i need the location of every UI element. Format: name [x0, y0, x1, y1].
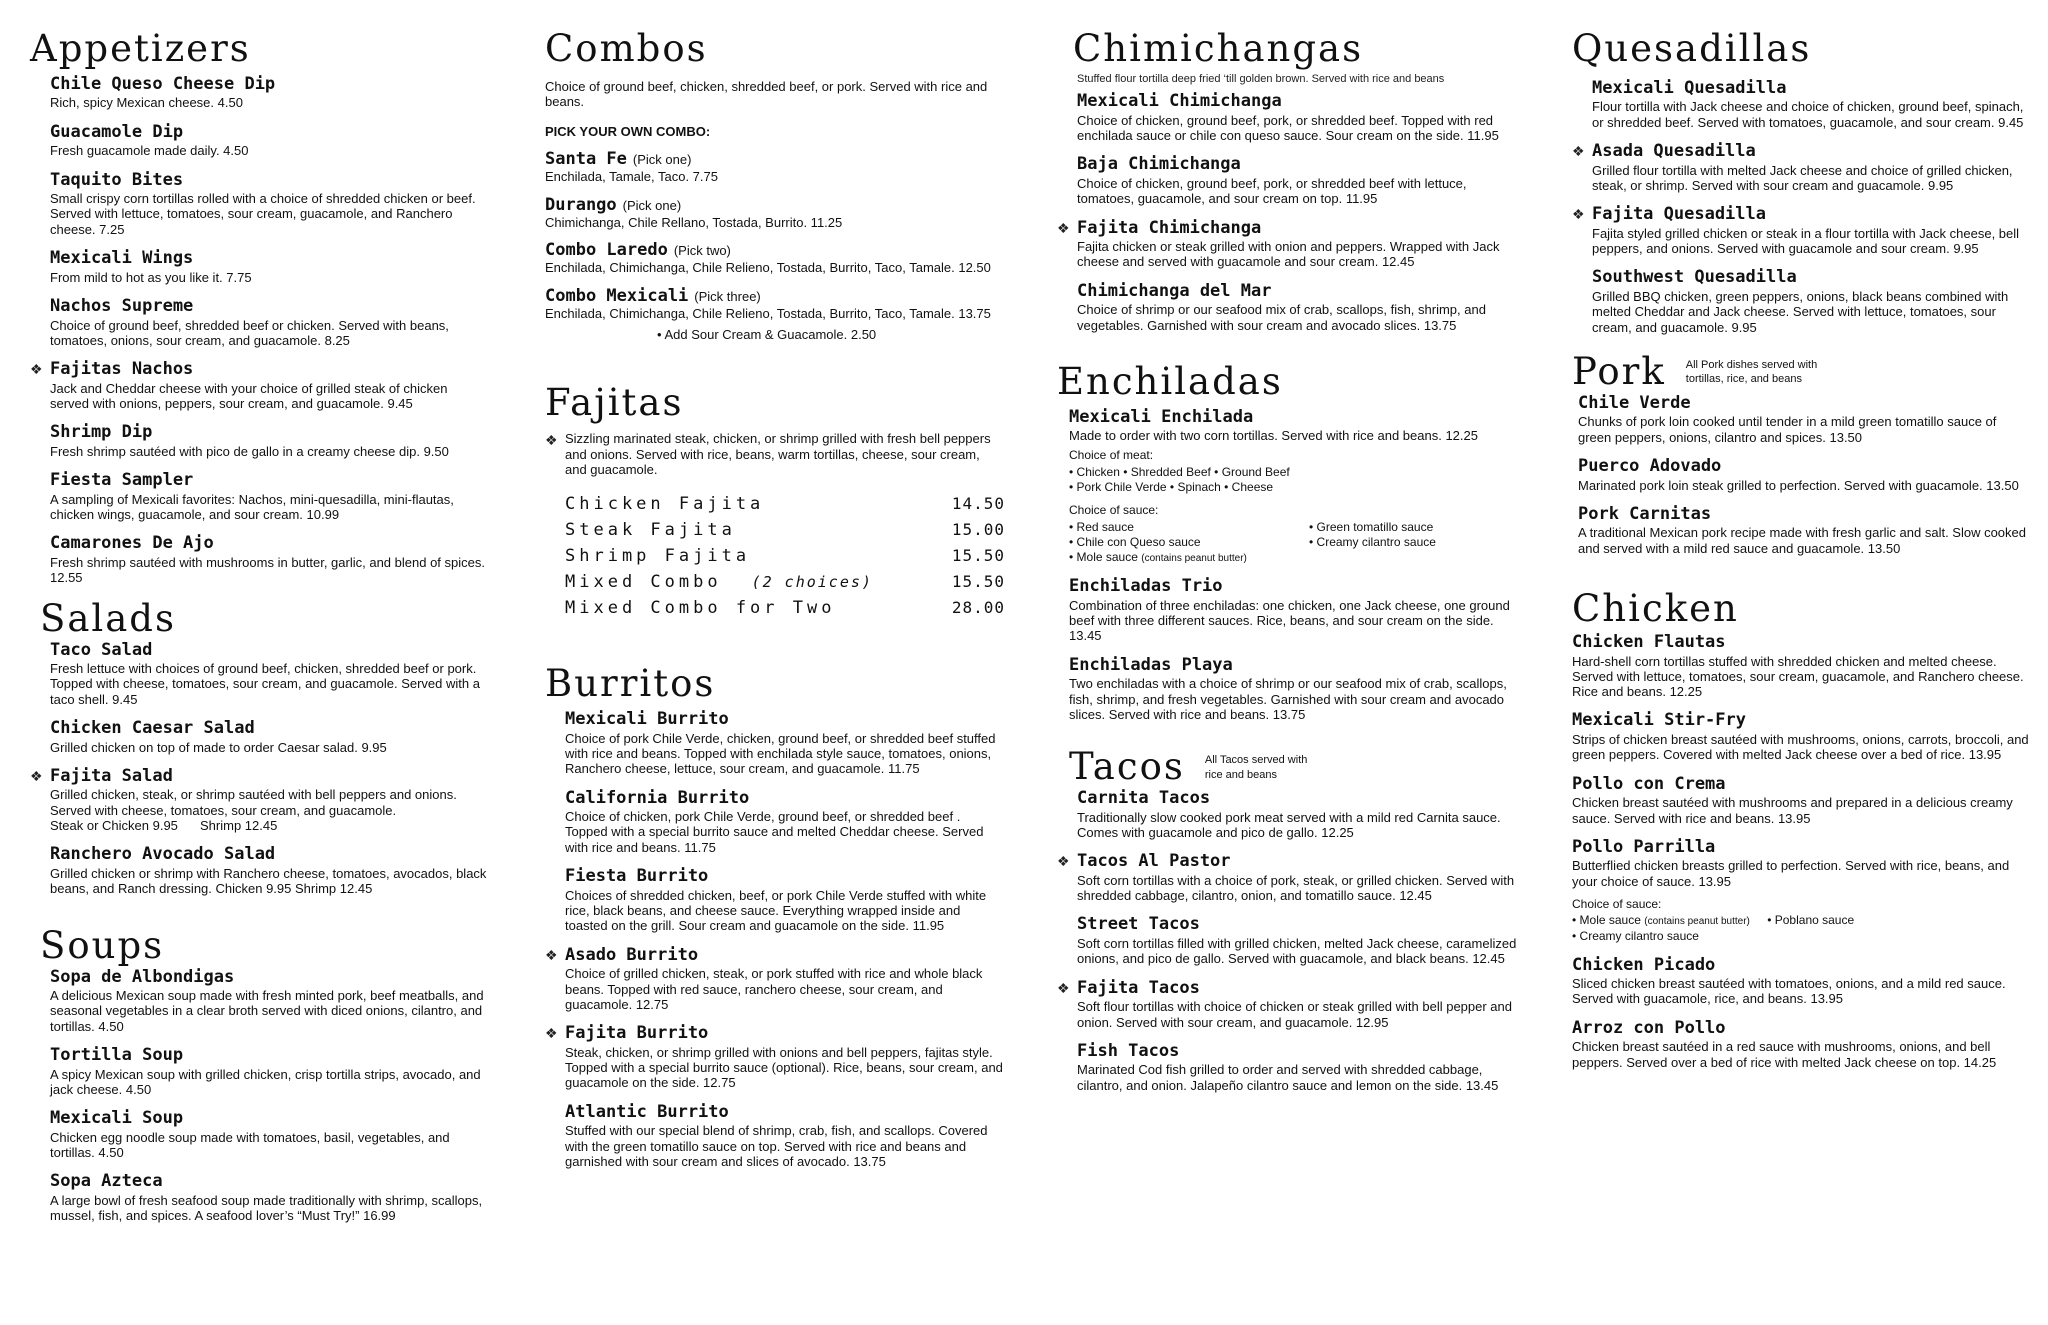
menu-item [1057, 979, 1517, 1030]
item-name: Fajita Burrito [565, 1023, 709, 1044]
item-name: Fajita Tacos [1077, 977, 1200, 998]
menu-item [30, 171, 490, 238]
menu-item [30, 719, 490, 755]
menu-item [1057, 915, 1517, 966]
item-desc: Strips of chicken breast sautéed with mushrooms, onions, carrots, broccoli, and green peppers. Covered with melted Jack cheese over a bed of rice. 13.95 [1572, 732, 2029, 763]
combo-item [545, 195, 1005, 231]
item-name: Fajita Chimichanga [1077, 217, 1262, 238]
item-name: Enchiladas Trio [1069, 576, 1223, 597]
item-name: Atlantic Burrito [565, 1101, 729, 1122]
item-name: Pollo Parrilla [1572, 836, 1716, 857]
item-name: Combo Laredo [545, 240, 668, 261]
menu-column-3 [1057, 27, 1517, 1093]
section-title: Enchiladas [1057, 359, 1283, 403]
item-desc: Enchilada, Chimichanga, Chile Relieno, Tostada, Burrito, Taco, Tamale. 12.50 [545, 260, 991, 276]
sauce-options [1069, 520, 1517, 566]
fajitas-section [545, 381, 1005, 621]
item-desc: Choice of shrimp or our seafood mix of crab, scallops, fish, shrimp, and vegetables. Garnished with sour cream and avocado slices. 13.75 [1077, 302, 1486, 333]
item-name: Mexicali Quesadilla [1592, 77, 1787, 98]
menu-item [1057, 282, 1517, 333]
item-desc: Choice of chicken, ground beef, pork, or shredded beef. Topped with red enchilada sauce or chile con queso sauce. Sour cream on the side. 11.95 [1077, 112, 1499, 144]
item-prices [50, 818, 490, 833]
menu-item [30, 360, 490, 411]
item-desc: Sizzling marinated steak, chicken, or shrimp grilled with fresh bell peppers and onions. Served with rice, beans, warm tortillas, cheese, sour cream, and guacamole. [565, 431, 991, 477]
item-name: Santa Fe [545, 149, 627, 170]
fajita-row [565, 543, 1005, 569]
item-desc: Grilled chicken or shrimp with Ranchero cheese, tomatoes, avocados, black beans, and Ranch dressing. Chicken 9.95 Shrimp 12.45 [50, 866, 487, 897]
menu-item [1572, 268, 2032, 335]
section-title: Salads [40, 596, 176, 640]
sauce-option: • Creamy cilantro sauce [1309, 534, 1436, 549]
menu-column-1 [30, 27, 490, 1224]
item-desc: Traditionally slow cooked pork meat served with a mild red Carnita sauce. Comes with guacamole and pico de gallo. 12.25 [1077, 809, 1501, 840]
item-name: Shrimp Dip [50, 422, 153, 443]
sauce-choice-label: Choice of sauce: [1069, 502, 1159, 517]
fajita-price: 15.00 [951, 520, 1005, 540]
item-desc: Chicken egg noodle soup made with tomatoes, basil, vegetables, and tortillas. 4.50 [50, 1129, 450, 1161]
menu-item [1057, 789, 1517, 840]
price-option: Steak or Chicken 9.95 [50, 818, 178, 834]
section-title: Chimichangas [1073, 27, 1364, 70]
item-name: Ranchero Avocado Salad [50, 844, 276, 865]
item-name: Mexicali Stir-Fry [1572, 710, 1746, 731]
item-desc: Chunks of pork loin cooked until tender in a mild green tomatillo sauce of green peppers, onions, cilantro and spices. 13.50 [1578, 414, 1997, 445]
menu-item [30, 534, 490, 585]
combo-pick: (Pick one) [632, 152, 692, 168]
item-desc: A traditional Mexican pork recipe made with fresh garlic and salt. Slow cooked and served with a mild red sauce and guacamole. 13.50 [1578, 525, 2026, 556]
item-desc: Soft flour tortillas with choice of chicken or steak grilled with bell pepper and onion. Served with sour cream, and guacamole. 12.95 [1077, 999, 1512, 1030]
combos-pick-label: PICK YOUR OWN COMBO: [545, 124, 711, 140]
specialty-diamond-icon: ❖ [1057, 219, 1070, 236]
item-name: Street Tacos [1077, 914, 1200, 935]
menu-item [1057, 577, 1517, 644]
menu-item [1572, 142, 2032, 193]
item-name: Baja Chimichanga [1077, 154, 1241, 175]
menu-item [30, 123, 490, 159]
item-name: Mexicali Chimichanga [1077, 91, 1282, 112]
combo-item [545, 286, 1005, 322]
menu-item [545, 867, 1005, 934]
fajita-price-list [565, 491, 1005, 621]
item-name: Pork Carnitas [1578, 503, 1712, 524]
pork-section [1572, 349, 2032, 556]
fajita-row [565, 517, 1005, 543]
meat-options-line: • Chicken • Shredded Beef • Ground Beef [1069, 464, 1290, 479]
fajita-price: 14.50 [951, 494, 1005, 514]
menu-item [545, 946, 1005, 1013]
fajita-row [565, 595, 1005, 621]
sauce-option: • Creamy cilantro sauce [1572, 928, 1699, 943]
item-desc: Rich, spicy Mexican cheese. 4.50 [50, 95, 243, 111]
item-desc: A delicious Mexican soup made with fresh minted pork, beef meatballs, and seasonal vegetables in a clear broth served with diced onions, cilantro, and tortillas. 4.50 [50, 988, 484, 1034]
item-desc: Flour tortilla with Jack cheese and choice of chicken, ground beef, spinach, or shredded beef. Served with tomatoes, guacamole, and sour cream. 9.45 [1592, 99, 2024, 130]
item-name: Fish Tacos [1077, 1040, 1180, 1061]
item-desc: A large bowl of fresh seafood soup made traditionally with shrimp, scallops, mussel, fish, and spices. A seafood lover’s “Must Try!” 16.99 [50, 1193, 483, 1224]
fajita-price: 28.00 [951, 598, 1005, 618]
item-desc: A sampling of Mexicali favorites: Nachos, mini-quesadilla, mini-flautas, chicken wings, guacamole, and sour cream. 10.99 [50, 491, 454, 523]
item-name: Mexicali Wings [50, 248, 194, 269]
fajita-name: Shrimp Fajita [565, 546, 751, 567]
menu-item [30, 249, 490, 285]
menu-item [1572, 633, 2032, 700]
combo-pick: (Pick one) [622, 197, 682, 213]
menu-item [1572, 505, 2032, 556]
item-desc: Jack and Cheddar cheese with your choice of grilled steak of chicken served with onions, peppers, sour cream, and guacamole. 9.45 [50, 380, 448, 412]
menu-item [1572, 394, 2032, 445]
chicken-section [1572, 587, 2032, 1070]
specialty-diamond-icon: ❖ [1572, 206, 1585, 223]
menu-item [545, 710, 1005, 777]
item-desc: Fresh shrimp sautéed with mushrooms in butter, garlic, and blend of spices. 12.55 [50, 555, 485, 586]
menu-item [1057, 219, 1517, 270]
item-desc: Choice of pork Chile Verde, chicken, ground beef, or shredded beef stuffed with rice and beans. Topped with enchilada style sauce, tomatoes, onions, Ranchero cheese, lettuce, sour cream, and guacamole. 11.75 [565, 730, 996, 777]
item-desc: Fresh guacamole made daily. 4.50 [50, 143, 249, 159]
menu-column-2 [545, 27, 1005, 1169]
menu-item [1572, 1019, 2032, 1070]
item-desc: Grilled chicken, steak, or shrimp sautéed with bell peppers and onions. Served with cheese, tomatoes, sour cream, and guacamole. [50, 787, 457, 818]
item-desc: Fajita chicken or steak grilled with onion and peppers. Wrapped with Jack cheese and served with guacamole and sour cream. 12.45 [1077, 239, 1500, 270]
menu-item [1572, 956, 2032, 1007]
menu-item [30, 1109, 490, 1160]
combos-intro: Choice of ground beef, chicken, shredded beef, or pork. Served with rice and beans. [545, 78, 988, 110]
item-desc: Chimichanga, Chile Rellano, Tostada, Burrito. 11.25 [545, 214, 843, 230]
section-note: All Tacos served with rice and beans [1204, 753, 1308, 781]
item-desc: Choices of shredded chicken, beef, or pork Chile Verde stuffed with white rice, black beans, and cheese sauce. Everything wrapped inside and toasted on the grill. Sour cream and guacamole on the side. 11.95 [565, 887, 987, 934]
sauce-option: • Green tomatillo sauce [1309, 519, 1434, 534]
menu-item [1572, 457, 2032, 493]
menu-item [1572, 79, 2032, 130]
item-desc: Fresh lettuce with choices of ground beef, chicken, shredded beef or pork. Topped with cheese, tomatoes, sour cream, and guacamole. Served with a taco shell. 9.45 [50, 661, 480, 707]
item-desc: From mild to hot as you like it. 7.75 [50, 269, 252, 285]
menu-item [1572, 838, 2032, 944]
item-name: Enchiladas Playa [1069, 654, 1233, 675]
section-subtitle: Stuffed flour tortilla deep fried ‘till golden brown. Served with rice and beans [1077, 72, 1445, 85]
combo-addon: • Add Sour Cream & Guacamole. 2.50 [657, 327, 877, 343]
specialty-diamond-icon: ❖ [545, 432, 558, 449]
combos-section [545, 27, 1005, 343]
meat-choice-label: Choice of meat: [1069, 447, 1154, 462]
item-name: Fiesta Sampler [50, 470, 194, 491]
section-title: Chicken [1572, 587, 1739, 631]
item-name: Sopa de Albondigas [50, 966, 235, 987]
item-name: Mexicali Burrito [565, 709, 729, 730]
section-title: Tacos [1069, 745, 1185, 789]
price-option: Shrimp 12.45 [200, 818, 278, 834]
section-title: Appetizers [30, 27, 251, 70]
menu-item [1057, 155, 1517, 206]
section-title: Quesadillas [1572, 27, 1812, 70]
item-desc: Soft corn tortillas with a choice of pork, steak, or grilled chicken. Served with shredded cabbage, cilantro, onion, and tomatillo sauce. 12.45 [1077, 872, 1515, 904]
burritos-section [545, 662, 1005, 1169]
specialty-diamond-icon: ❖ [1057, 979, 1070, 996]
specialty-diamond-icon: ❖ [30, 767, 43, 784]
chimichangas-section [1057, 27, 1517, 333]
item-desc: Two enchiladas with a choice of shrimp or our seafood mix of crab, scallops, fish, shrimp, and fresh vegetables. Garnished with sour cream and avocado slices. Served with rice and beans. 13.75 [1069, 676, 1507, 722]
section-title: Pork [1572, 349, 1666, 393]
item-desc: Steak, chicken, or shrimp grilled with onions and bell peppers, fajitas style. Topped with a special burrito sauce (optional). Rice, beans, sour cream, and guacamole on the side. 12.75 [565, 1044, 1003, 1091]
item-name: Combo Mexicali [545, 285, 689, 306]
fajita-name: Chicken Fajita [565, 494, 765, 515]
item-desc: Small crispy corn tortillas rolled with a choice of shredded chicken or beef. Served with lettuce, tomatoes, sour cream, guacamole, and Ranchero cheese. 7.25 [50, 191, 476, 237]
item-desc: A spicy Mexican soup with grilled chicken, crisp tortilla strips, avocado, and jack cheese. 4.50 [50, 1066, 481, 1097]
item-desc: Chicken breast sautéed with mushrooms and prepared in a delicious creamy sauce. Served with rice and beans. 13.95 [1572, 795, 2013, 826]
sauce-option: • Red sauce [1069, 519, 1134, 534]
item-name: Chile Verde [1578, 392, 1691, 413]
fajitas-intro [545, 431, 1005, 477]
menu-item [30, 845, 490, 896]
menu-item [30, 641, 490, 708]
soups-section [30, 923, 490, 1224]
menu-item [30, 423, 490, 459]
item-name: Arroz con Pollo [1572, 1017, 1726, 1038]
item-desc: Fresh shrimp sautéed with pico de gallo in a creamy cheese dip. 9.50 [50, 443, 449, 459]
item-desc: Chicken breast sautéed in a red sauce with mushrooms, onions, and bell peppers. Served over a bed of rice with melted Jack cheese on top. 14.25 [1572, 1039, 1997, 1070]
item-desc: Grilled BBQ chicken, green peppers, onions, black beans combined with melted Cheddar and Jack cheese. Served with lettuce, tomatoes, sour cream, and guacamole. 9.95 [1592, 289, 2009, 335]
item-desc: Enchilada, Tamale, Taco. 7.75 [545, 169, 718, 185]
quesadillas-section [1572, 27, 2032, 335]
item-name: Fajita Quesadilla [1592, 204, 1766, 225]
item-desc: Marinated pork loin steak grilled to perfection. Served with guacamole. 13.50 [1578, 477, 2019, 493]
tacos-title-row [1057, 745, 1517, 789]
item-desc: Grilled flour tortilla with melted Jack cheese and choice of grilled chicken, steak, or shrimp. Served with sour cream and guacamole. 9.95 [1592, 162, 2013, 193]
item-name: Fiesta Burrito [565, 866, 709, 887]
menu-item [30, 1046, 490, 1097]
menu-item [1572, 775, 2032, 826]
item-desc: Choice of ground beef, shredded beef or chicken. Served with beans, tomatoes, onions, sour cream, and guacamole. 8.25 [50, 317, 449, 348]
section-title: Fajitas [545, 381, 684, 425]
menu-item [30, 767, 490, 834]
item-name: Guacamole Dip [50, 121, 184, 142]
item-desc: Choice of chicken, ground beef, pork, or shredded beef with lettuce, tomatoes, guacamole, and sour cream on top. 11.95 [1077, 175, 1467, 207]
item-name: Tacos Al Pastor [1077, 851, 1231, 872]
item-name: Camarones De Ajo [50, 533, 214, 554]
fajita-name: Mixed Combo for Two [565, 598, 836, 619]
meat-options-line: • Pork Chile Verde • Spinach • Cheese [1069, 479, 1274, 494]
menu-item [30, 1172, 490, 1223]
menu-item [1057, 408, 1517, 565]
item-desc: Butterflied chicken breasts grilled to perfection. Served with rice, beans, and your choice of sauce. 13.95 [1572, 858, 2010, 889]
item-desc: Fajita styled grilled chicken or steak in a flour tortilla with Jack cheese, bell peppers, and onions. Served with guacamole and sour cream. 9.95 [1592, 225, 2020, 257]
menu-item [30, 471, 490, 522]
section-title: Burritos [545, 662, 716, 706]
fajita-price: 15.50 [951, 572, 1005, 592]
specialty-diamond-icon: ❖ [1572, 143, 1585, 160]
item-name: Taco Salad [50, 639, 153, 660]
item-desc: Stuffed with our special blend of shrimp, crab, fish, and scallops. Covered with the green tomatillo sauce on top. Served with rice and beans and garnished with sour cream and slices of avocado. 13.75 [565, 1123, 988, 1169]
item-desc: Sliced chicken breast sautéed with tomatoes, onions, and a mild red sauce. Served with guacamole, rice, and beans. 13.95 [1572, 976, 2006, 1007]
item-name: Tortilla Soup [50, 1045, 184, 1066]
menu-item [545, 1024, 1005, 1091]
salads-section [30, 596, 490, 897]
item-name: Durango [545, 194, 617, 215]
item-name: Pollo con Crema [1572, 773, 1726, 794]
sauce-choice-label: Choice of sauce: [1572, 897, 1662, 912]
menu-item [545, 789, 1005, 856]
combo-item [545, 149, 1005, 185]
appetizers-section [30, 27, 490, 586]
specialty-diamond-icon: ❖ [1057, 853, 1070, 870]
fajita-row [565, 491, 1005, 517]
menu-item [1057, 656, 1517, 723]
specialty-diamond-icon: ❖ [545, 946, 558, 963]
enchiladas-section [1057, 359, 1517, 722]
menu-item [30, 297, 490, 348]
item-name: Fajitas Nachos [50, 359, 194, 380]
menu-item [30, 968, 490, 1035]
item-name: Taquito Bites [50, 169, 184, 190]
item-desc: Soft corn tortillas filled with grilled chicken, melted Jack cheese, caramelized onions, and pico de gallo. Served with guacamole, and black beans. 12.45 [1077, 936, 1517, 967]
menu-item [30, 75, 490, 111]
combo-pick: (Pick two) [673, 243, 731, 259]
item-name: Puerco Adovado [1578, 456, 1722, 477]
specialty-diamond-icon: ❖ [545, 1025, 558, 1042]
item-desc: Made to order with two corn tortillas. Served with rice and beans. 12.25 [1069, 428, 1478, 444]
tacos-section [1057, 745, 1517, 1093]
item-desc: Choice of chicken, pork Chile Verde, ground beef, or shredded beef . Topped with a special burrito sauce and melted Cheddar cheese. Served with rice and beans. 11.75 [565, 809, 984, 855]
menu-item [1057, 852, 1517, 903]
item-desc: Grilled chicken on top of made to order Caesar salad. 9.95 [50, 739, 387, 755]
menu-item [1572, 205, 2032, 256]
sauce-options-line: • Mole sauce (contains peanut butter) • Poblano sauce [1572, 913, 1855, 928]
item-name: Chile Queso Cheese Dip [50, 73, 276, 94]
item-name: Fajita Salad [50, 765, 173, 786]
menu-column-4 [1572, 27, 2032, 1070]
item-desc: Hard-shell corn tortillas stuffed with shredded chicken and melted cheese. Served with lettuce, tomatoes, sour cream, guacamole, and Ranchero cheese. Rice and beans. 12.25 [1572, 653, 2024, 700]
pork-title-row [1572, 349, 2032, 393]
item-name: Sopa Azteca [50, 1171, 163, 1192]
item-name: Chicken Flautas [1572, 631, 1726, 652]
section-note: All Pork dishes served with tortillas, rice, and beans [1685, 358, 1818, 386]
menu-item [1572, 711, 2032, 762]
item-desc: Choice of grilled chicken, steak, or pork stuffed with rice and whole black beans. Topped with red sauce, ranchero cheese, sour cream, and guacamole. 12.75 [565, 966, 983, 1012]
item-desc: Enchilada, Chimichanga, Chile Relieno, Tostada, Burrito, Taco, Tamale. 13.75 [545, 305, 991, 321]
item-desc: Combination of three enchiladas: one chicken, one Jack cheese, one ground beef with three different sauces. Rice, beans, and sour cream on the side. 13.45 [1069, 597, 1510, 644]
combo-pick: (Pick three) [694, 288, 761, 304]
fajita-row [565, 569, 1005, 595]
item-desc: Marinated Cod fish grilled to order and served with shredded cabbage, cilantro, and onion. Jalapeño cilantro sauce and lemon on the side. 13.45 [1077, 1062, 1499, 1093]
section-title: Soups [40, 923, 165, 967]
sauce-option: • Chile con Queso sauce [1069, 534, 1201, 549]
item-name: Southwest Quesadilla [1592, 267, 1797, 288]
item-name: Chicken Caesar Salad [50, 718, 255, 739]
section-title: Combos [545, 27, 708, 70]
fajita-price: 15.50 [951, 546, 1005, 566]
item-name: Carnita Tacos [1077, 788, 1211, 809]
fajita-name: Mixed Combo (2 choices) [565, 572, 873, 593]
item-name: Asada Quesadilla [1592, 141, 1756, 162]
item-name: Nachos Supreme [50, 296, 194, 316]
fajita-name: Steak Fajita [565, 520, 736, 541]
combo-item [545, 240, 1005, 276]
item-name: Mexicali Enchilada [1069, 406, 1254, 427]
item-name: Asado Burrito [565, 944, 699, 965]
specialty-diamond-icon: ❖ [30, 361, 43, 378]
item-name: Mexicali Soup [50, 1108, 184, 1129]
menu-item [1057, 1042, 1517, 1093]
sauce-option: • Mole sauce (contains peanut butter) [1069, 549, 1247, 564]
item-name: Chicken Picado [1572, 954, 1716, 975]
item-name: Chimichanga del Mar [1077, 280, 1272, 301]
menu-item [545, 1103, 1005, 1170]
menu-item [1057, 92, 1517, 143]
item-name: California Burrito [565, 787, 750, 808]
